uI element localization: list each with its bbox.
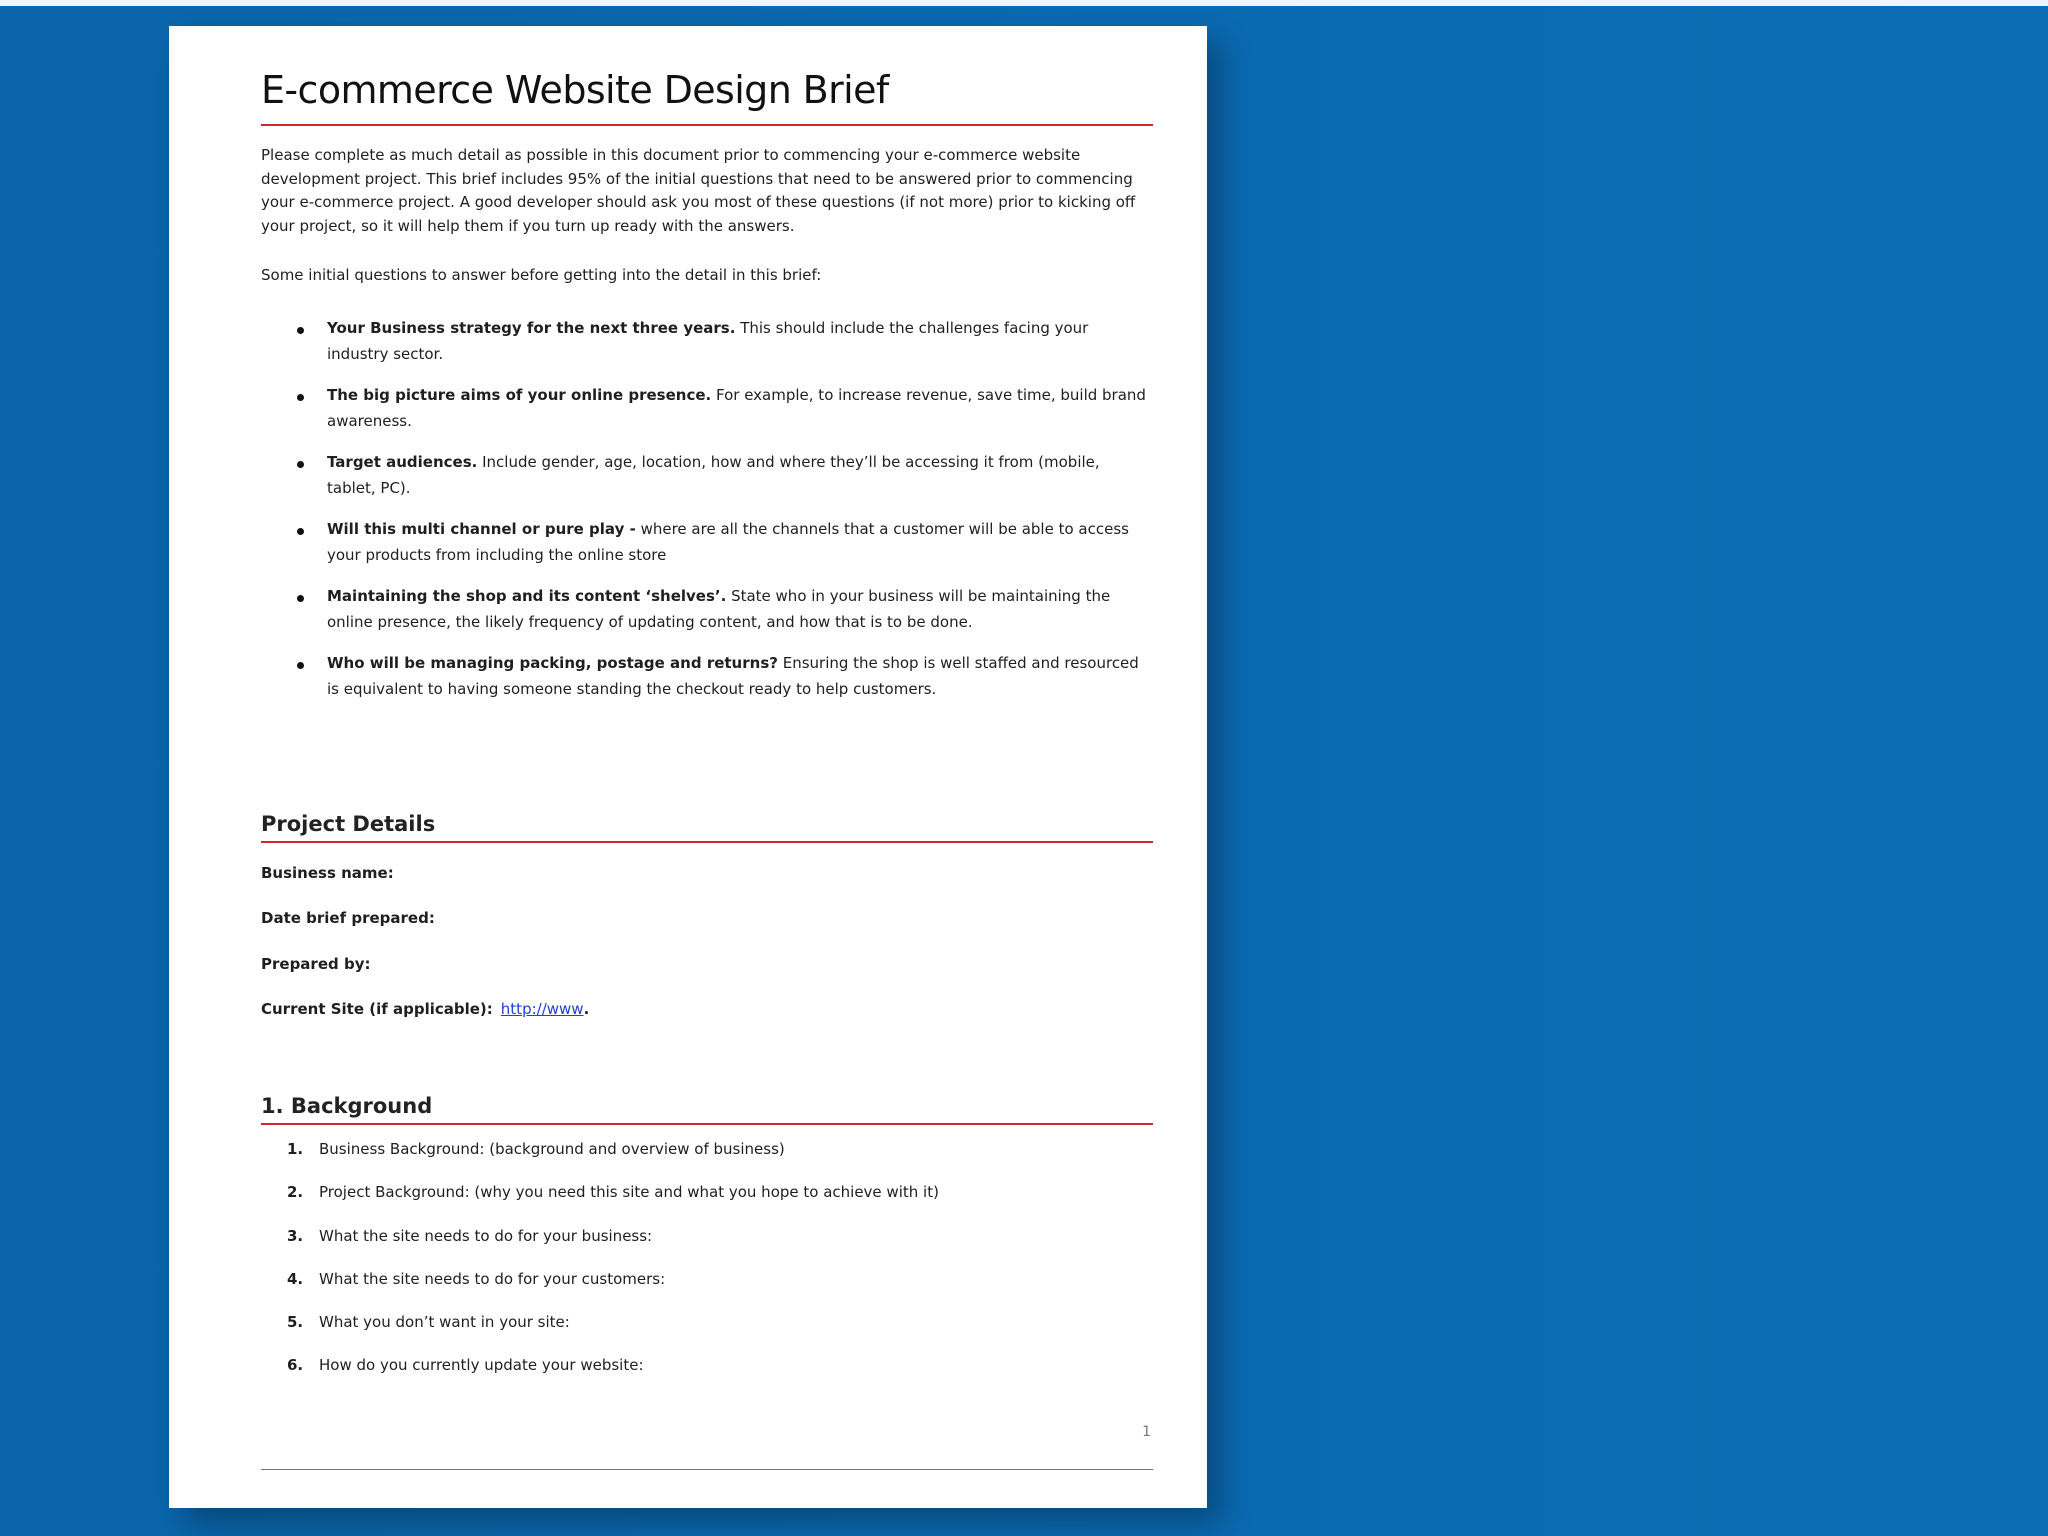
- bullet-text: For example, to increase revenue, save time, build brand awareness.: [327, 386, 1146, 430]
- item-text: What the site needs to do for your customers:: [319, 1269, 666, 1288]
- numbered-item: [261, 1139, 1153, 1159]
- item-text: What the site needs to do for your business:: [319, 1226, 653, 1245]
- bullet-text: where are all the channels that a customer will be able to access your products from including the online store: [327, 520, 1129, 564]
- numbered-item: [261, 1182, 1153, 1202]
- project-details-heading: Project Details: [261, 812, 436, 836]
- bullet-item: [261, 450, 1153, 501]
- numbered-item: [261, 1269, 1153, 1289]
- item-text: What you don’t want in your site:: [319, 1313, 570, 1331]
- page-number: 1: [1142, 1424, 1151, 1440]
- bullet-heading: Your Business strategy for the next three years.: [327, 319, 736, 337]
- item-text: How do you currently update your website:: [319, 1356, 644, 1375]
- bullet-item: [261, 517, 1153, 568]
- document-title: E-commerce Website Design Brief: [261, 68, 889, 112]
- title-divider: [261, 124, 1153, 126]
- top-strip: [0, 0, 2048, 6]
- footer-divider: [261, 1469, 1153, 1470]
- item-text: Business Background: (background and overview of business): [319, 1140, 785, 1158]
- item-number: 4.: [287, 1269, 304, 1288]
- bullet-item: [261, 383, 1153, 434]
- bullet-item: [261, 584, 1153, 635]
- project-details-divider: [261, 841, 1153, 843]
- bullet-item: [261, 316, 1153, 367]
- bullet-heading: Target audiences.: [327, 453, 478, 471]
- item-number: 5.: [287, 1313, 304, 1331]
- item-number: 2.: [287, 1183, 304, 1202]
- numbered-item: [261, 1355, 1153, 1375]
- bullet-text: State who in your business will be maintaining the online presence, the likely frequency of updating content, and how that is to be done.: [327, 587, 1111, 631]
- bullet-item: [261, 651, 1153, 702]
- background-list: [261, 1139, 1153, 1399]
- item-number: 3.: [287, 1226, 304, 1245]
- initial-questions-lead: Some initial questions to answer before getting into the detail in this brief:: [261, 266, 822, 284]
- current-site-label: Current Site (if applicable):: [261, 1000, 493, 1018]
- bullet-heading: The big picture aims of your online presence.: [327, 386, 712, 404]
- business-name-field: Business name:: [261, 864, 394, 882]
- current-site-suffix: .: [583, 1000, 590, 1018]
- current-site-link[interactable]: http://www: [500, 1000, 584, 1018]
- background-heading: 1. Background: [261, 1094, 433, 1118]
- item-text: Project Background: (why you need this site and what you hope to achieve with it): [319, 1183, 939, 1202]
- initial-questions-list: [261, 316, 1153, 718]
- bullet-heading: Maintaining the shop and its content ‘shelves’.: [327, 587, 727, 605]
- numbered-item: [261, 1312, 1153, 1332]
- bullet-text: Include gender, age, location, how and where they’ll be accessing it from (mobile, tablet, PC).: [327, 453, 1100, 497]
- background-divider: [261, 1123, 1153, 1125]
- numbered-item: [261, 1226, 1153, 1246]
- bullet-text: This should include the challenges facing your industry sector.: [327, 319, 1089, 363]
- bullet-heading: Will this multi channel or pure play -: [327, 520, 636, 538]
- intro-paragraph: Please complete as much detail as possible in this document prior to commencing your e-commerce website development project. This brief includes 95% of the initial questions that need to be answered prior to commencing your e-commerce project. A good developer should ask you most of these questions (if not more) prior to kicking off your project, so it will help them if you turn up ready with the answers.: [261, 146, 1136, 235]
- current-site-field: [261, 1000, 1153, 1020]
- date-prepared-field: Date brief prepared:: [261, 909, 435, 927]
- prepared-by-field: Prepared by:: [261, 955, 371, 973]
- bullet-text: Ensuring the shop is well staffed and resourced is equivalent to having someone standing the checkout ready to help customers.: [327, 654, 1139, 698]
- item-number: 6.: [287, 1356, 304, 1375]
- document-page: [169, 26, 1207, 1508]
- item-number: 1.: [287, 1140, 304, 1158]
- bullet-heading: Who will be managing packing, postage and returns?: [327, 654, 778, 672]
